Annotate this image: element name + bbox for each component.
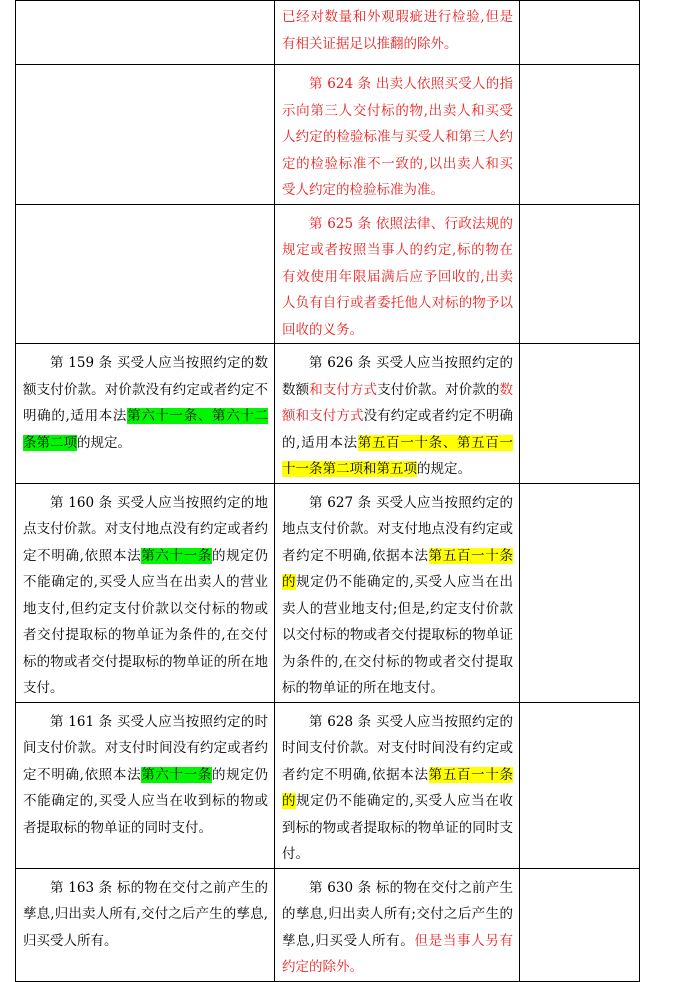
new-article-cell xyxy=(275,204,520,344)
note-cell xyxy=(520,702,640,868)
article-text: 的规定。 xyxy=(77,434,131,451)
note-cell xyxy=(520,1,640,65)
table-row xyxy=(16,1,640,65)
article-text: 第 630 条 标的物在交付之前产生的孳息,归出卖人所有;交付之后产生的孳息,归买受人所有。 xyxy=(282,879,513,949)
article-text: 的规定。 xyxy=(417,461,471,477)
old-article-cell xyxy=(16,65,275,205)
table-row xyxy=(16,702,640,868)
new-article-cell xyxy=(275,702,520,868)
new-article-cell xyxy=(275,344,520,484)
highlighted-reference: 第五百一十条的 xyxy=(282,766,514,809)
new-article-cell xyxy=(275,65,520,205)
article-text: 第 627 条 买受人应当按照约定的地点支付价款。对支付地点没有约定或者约定不明确,依据本法 xyxy=(282,494,513,564)
highlighted-reference: 第五百一十条的 xyxy=(282,547,514,590)
highlighted-reference: 第五百一十条、第五百一十一条第二项和第五项 xyxy=(282,434,514,477)
note-cell xyxy=(520,65,640,205)
highlighted-reference: 第六十一条、第六十二条第二项 xyxy=(23,408,269,451)
article-text: 没有约定或者约定不明确的,适用本法 xyxy=(282,408,513,451)
table-row xyxy=(16,483,640,702)
article-text: 规定仍不能确定的,买受人应当在收到标的物或者提取标的物单证的同时支付。 xyxy=(282,793,513,862)
old-article-cell xyxy=(16,702,275,868)
table-row xyxy=(16,65,640,205)
article-text: 第 161 条 买受人应当按照约定的时间支付价款。对支付时间没有约定或者约定不明确,依照本法 xyxy=(23,713,268,783)
table-row xyxy=(16,344,640,484)
article-text: 第 159 条 买受人应当按照约定的数额支付价款。对价款没有约定或者约定不明确的,适用本法 xyxy=(23,355,268,424)
old-article-cell xyxy=(16,868,275,981)
note-cell xyxy=(520,344,640,484)
amended-text: 第 624 条 出卖人依照买受人的指示向第三人交付标的物,出卖人和买受人约定的检验标准与买受人和第三人约定的检验标准不一致的,以出卖人和买受人约定的检验标准为准。 xyxy=(282,76,513,198)
note-cell xyxy=(520,868,640,981)
article-text: 的规定仍不能确定的,买受人应当在出卖人的营业地支付,但约定支付价款以交付标的物或者交付提取标的物单证为条件的,在交付标的物或者交付提取标的物单证的所在地支付。 xyxy=(23,547,269,696)
old-article-cell xyxy=(16,1,275,65)
article-text: 第 626 条 买受人应当按照约定的数额 xyxy=(282,355,513,398)
highlighted-reference: 第六十一条 xyxy=(141,766,213,783)
article-text: 第 160 条 买受人应当按照约定的地点支付价款。对支付地点没有约定或者约定不明确,依照本法 xyxy=(23,494,268,564)
article-text: 支付价款。对价款的 xyxy=(377,381,500,398)
note-cell xyxy=(520,204,640,344)
old-article-cell xyxy=(16,204,275,344)
new-article-cell xyxy=(275,1,520,65)
amended-text: 第 625 条 依照法律、行政法规的规定或者按照当事人的约定,标的物在有效使用年限届满后应予回收的,出卖人负有自行或者委托他人对标的物予以回收的义务。 xyxy=(282,215,513,338)
amended-text: 数额和支付方式 xyxy=(282,381,513,424)
article-text: 第 628 条 买受人应当按照约定的时间支付价款。对支付时间没有约定或者约定不明确,依据本法 xyxy=(282,713,513,783)
article-text: 第 163 条 标的物在交付之前产生的孳息,归出卖人所有,交付之后产生的孳息,归买受人所有。 xyxy=(23,879,268,949)
table-row xyxy=(16,204,640,344)
old-article-cell xyxy=(16,344,275,484)
table-row xyxy=(16,868,640,981)
comparison-table xyxy=(15,0,640,982)
new-article-cell xyxy=(275,868,520,981)
amended-text: 和支付方式 xyxy=(309,381,378,398)
old-article-cell xyxy=(16,483,275,702)
amended-text: 已经对数量和外观瑕疵进行检验,但是有相关证据足以推翻的除外。 xyxy=(282,9,513,52)
highlighted-reference: 第六十一条 xyxy=(141,547,213,564)
article-text: 的规定仍不能确定的,买受人应当在收到标的物或者提取标的物单证的同时支付。 xyxy=(23,766,269,836)
note-cell xyxy=(520,483,640,702)
article-text: 规定仍不能确定的,买受人应当在出卖人的营业地支付;但是,约定支付价款以交付标的物或者交付提取标的物单证为条件的,在交付标的物或者交付提取标的物单证的所在地支付。 xyxy=(282,574,513,696)
amended-text: 但是当事人另有约定的除外。 xyxy=(282,932,513,975)
new-article-cell xyxy=(275,483,520,702)
